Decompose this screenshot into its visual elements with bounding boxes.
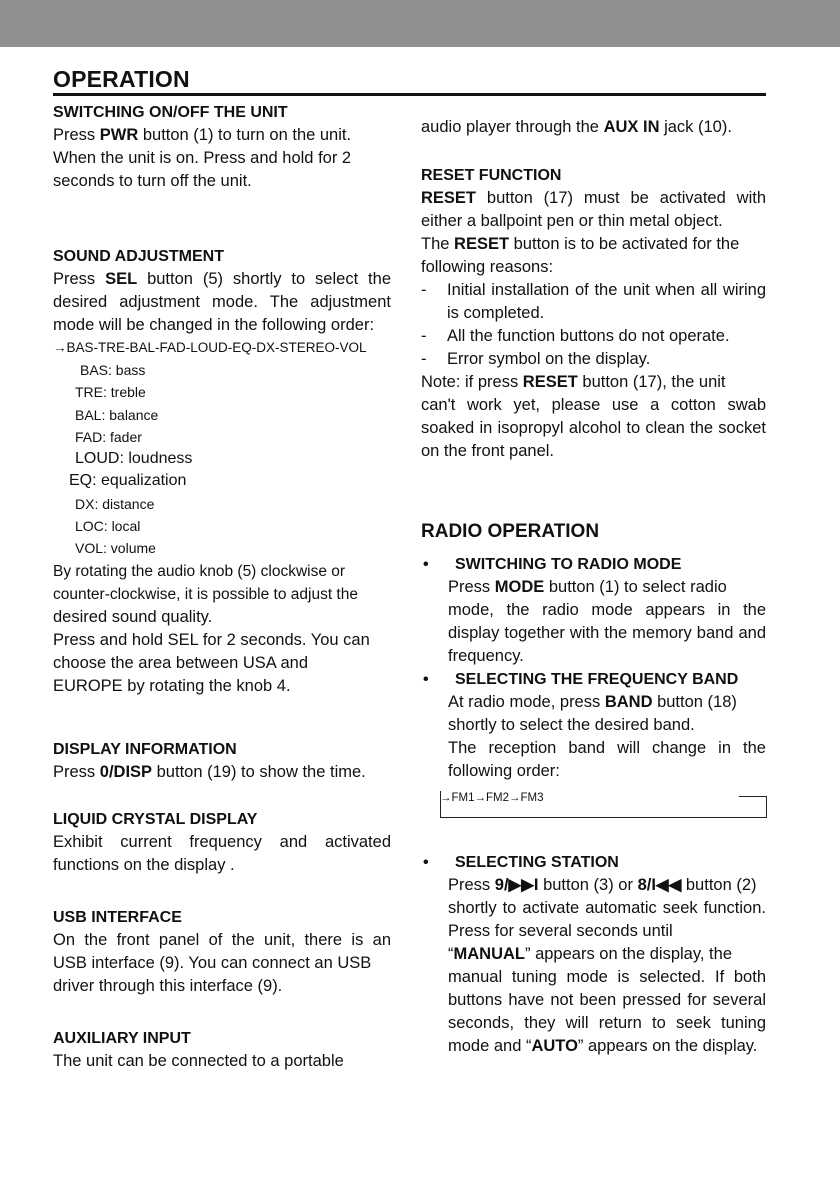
band-order-text: →FM1→FM2→FM3 [440,792,544,804]
abbr-item: TRE: treble [75,384,146,401]
knob-line-2: counter-clockwise, it is possible to adjust the [53,585,358,603]
onoff-line-3: seconds to turn off the unit. [53,172,252,190]
heading-text: SELECTING THE FREQUENCY BAND [455,671,739,688]
dash-marker: - [421,327,427,345]
abbreviation-list [53,359,391,560]
display-heading: DISPLAY INFORMATION [53,740,237,758]
loop-line [440,817,767,818]
onoff-text [53,124,391,147]
aux-heading: AUXILIARY INPUT [53,1029,191,1047]
bullet-marker: • [423,671,429,688]
band-text-2: shortly to select the desired band. [448,716,695,734]
dash-marker: - [421,350,427,368]
heading-text: SELECTING STATION [455,854,619,871]
usb-line-1: On the front panel of the unit, there is an [53,930,391,949]
reason-text: All the function buttons do not operate. [447,327,730,345]
station-body [421,874,766,1058]
auto-label: AUTO [531,1037,578,1055]
onoff-heading: SWITCHING ON/OFF THE UNIT [53,104,288,121]
band-text-1 [448,691,766,714]
station-text-1 [448,874,766,897]
text-run: button (3) or [538,876,638,894]
text-run: button (19) to show the time. [152,762,366,781]
text-run: button (18) [652,693,737,711]
reason-item [421,279,766,325]
text-run: Press [53,762,100,781]
reset-heading: RESET FUNCTION [421,167,562,184]
text-run: button (5) shortly to select the desired adjustment mode. The adjustment mode will be changed in the following order: [53,270,391,334]
band-text-3: The reception band will change in the following order: [448,739,766,780]
text-run: Press [448,876,495,894]
aux-continued [421,116,766,139]
abbr-item: LOC: local [75,518,141,535]
title-rule [53,93,766,96]
text-run: Press [448,578,495,596]
next-button-label: 9/▶▶I [494,876,539,894]
knob-line-6: EUROPE by rotating the knob 4. [53,676,291,695]
pwr-label: PWR [99,126,139,144]
onoff-line-2: When the unit is on. Press and hold for 2 [53,149,352,167]
text-run: button (1) to select radio [544,578,727,596]
text-run: Press [53,126,100,144]
usb-heading: USB INTERFACE [53,908,182,926]
station-text-2: shortly to activate automatic seek function. Press for several seconds until [448,899,766,940]
bullet-marker: • [423,854,429,871]
reset-label: RESET [522,373,578,391]
text-run: manual tuning mode is selected. If both buttons have not been pressed for several seconds, they will return to seek tuning mode and “ [448,968,766,1055]
band-label: BAND [604,693,653,711]
reason-text: Error symbol on the display. [447,350,651,368]
loop-line [739,796,767,797]
abbr-item: DX: distance [75,495,155,512]
abbr-item: BAS: bass [80,362,146,378]
disp-label: 0/DISP [99,762,153,781]
reset-text-1 [421,187,766,233]
band-order-diagram [440,787,766,819]
text-run: Press [53,270,106,288]
header-bar [0,0,840,47]
text-run: “ [448,945,454,963]
reason-item [421,325,766,348]
text-run: audio player through the [421,118,604,136]
usb-line-3: driver through this interface (9). [53,976,283,995]
mode-text-2: mode, the radio mode appears in the display together with the memory band and frequency. [448,601,766,665]
text-run: The [421,235,455,253]
right-column [421,116,766,1058]
usb-line-2: USB interface (9). You can connect an USB [53,953,372,972]
radio-heading: RADIO OPERATION [421,521,600,542]
text-run: ” appears on the display, the [525,945,732,963]
reset-label: RESET [421,189,477,207]
knob-line-5: choose the area between USA and [53,653,309,672]
aux-in-label: AUX IN [603,118,660,136]
sound-text [53,268,391,337]
loop-line [766,796,767,817]
knob-line-3: desired sound quality. [53,607,213,626]
note-text: can't work yet, please use a cotton swab soaked in isopropyl alcohol to clean the socket on the front panel. [421,396,766,460]
reset-label: RESET [454,235,510,253]
bullet-marker: • [423,556,429,573]
prev-button-label: 8/I◀◀ [637,876,682,894]
left-column [53,101,391,1073]
page-title: OPERATION [53,66,190,92]
dash-marker: - [421,281,427,299]
station-text-4 [448,966,766,1058]
display-text [53,761,391,784]
reset-text-3: following reasons: [421,258,554,276]
mode-body [421,576,766,668]
reason-item [421,348,766,371]
abbr-item: EQ: equalization [69,472,187,490]
abbr-item: VOL: volume [75,540,156,557]
note-line [421,371,766,394]
text-run: button (1) to turn on the unit. [138,126,352,144]
lcd-heading: LIQUID CRYSTAL DISPLAY [53,810,258,828]
station-heading [421,851,766,874]
station-text-3 [448,943,766,966]
adjust-order: →BAS-TRE-BAL-FAD-LOUD-EQ-DX-STEREO-VOL [53,340,367,355]
abbr-item: LOUD: loudness [75,450,193,468]
lcd-line-1: Exhibit current frequency and activated [53,832,391,851]
text-run: button (17), the unit [577,373,726,391]
text-run: ” appears on the display. [577,1037,758,1055]
mode-label: MODE [494,578,545,596]
sound-heading: SOUND ADJUSTMENT [53,248,224,265]
abbr-item: BAL: balance [75,406,159,423]
text-run: button (2) [681,876,757,894]
sel-label: SEL [105,270,138,288]
reason-text: Initial installation of the unit when all wiring is completed. [447,281,766,322]
abbr-item: FAD: fader [75,428,142,445]
heading-text: SWITCHING TO RADIO MODE [455,556,682,573]
text-run: button (17) must be activated with either a ballpoint pen or thin metal object. [421,189,766,230]
reset-text-2 [421,233,766,256]
band-heading [421,668,766,691]
text-run: At radio mode, press [448,693,605,711]
text-run: Note: if press [421,373,523,391]
lcd-line-2: functions on the display . [53,855,235,874]
knob-line-1: By rotating the audio knob (5) clockwise or [53,562,346,580]
aux-line-1: The unit can be connected to a portable [53,1051,344,1070]
manual-label: MANUAL [453,945,525,963]
mode-text-1 [448,576,766,599]
text-run: button is to be activated for the [509,235,740,253]
band-body [421,691,766,783]
mode-heading [421,553,766,576]
text-run: jack (10). [659,118,732,136]
knob-line-4: Press and hold SEL for 2 seconds. You can [53,630,370,649]
